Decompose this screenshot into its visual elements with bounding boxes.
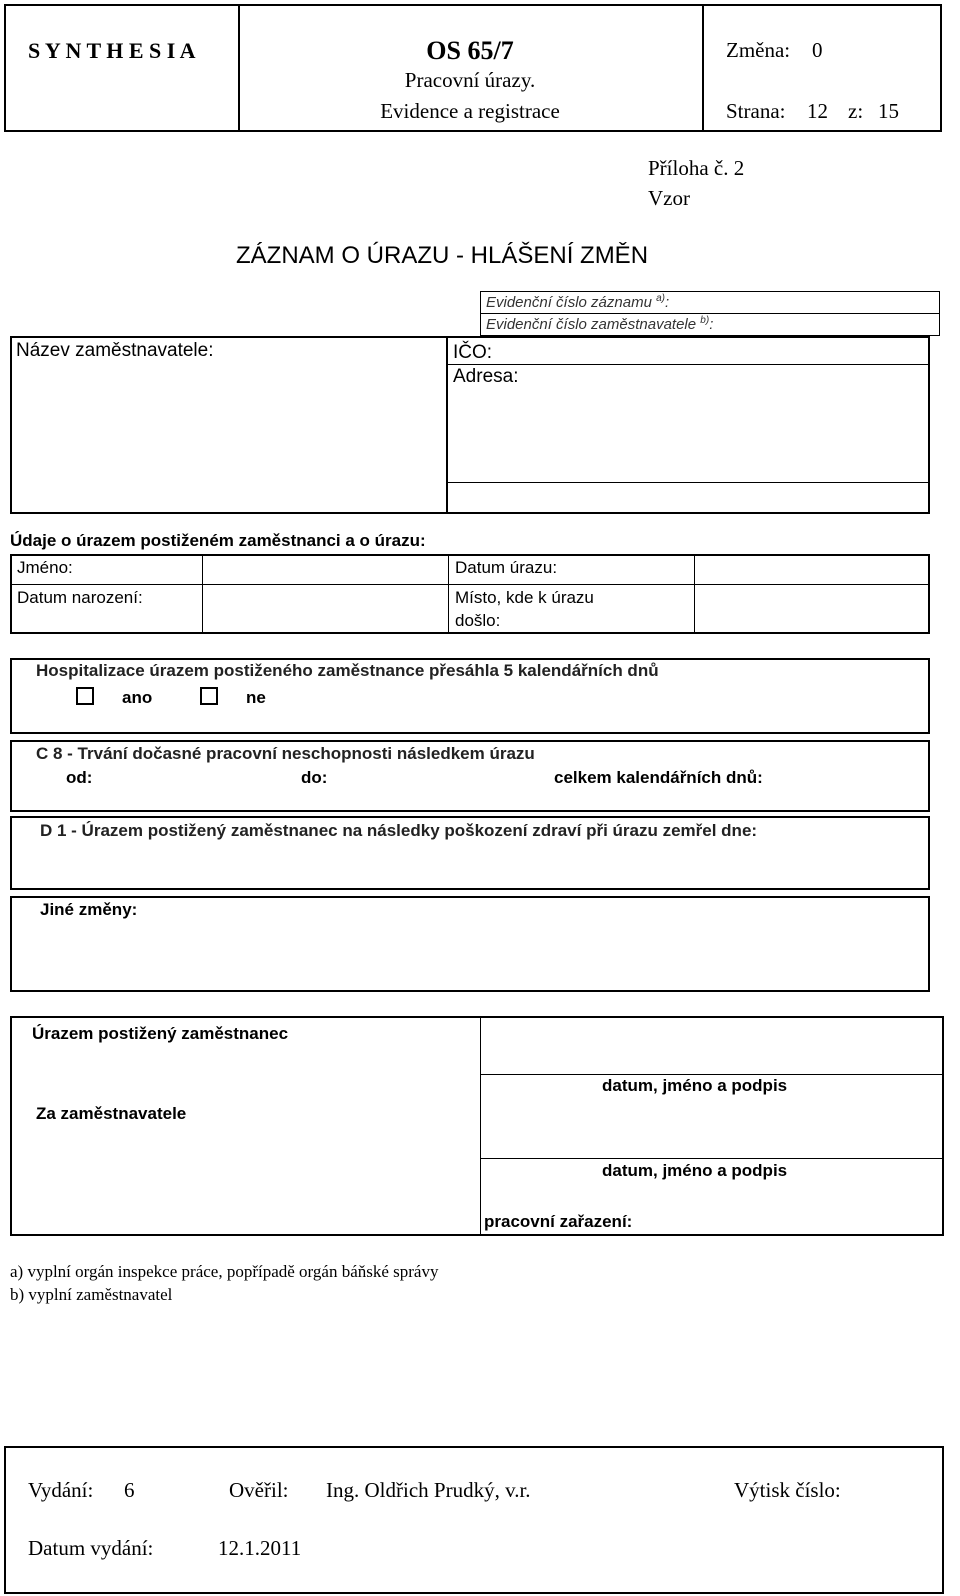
hospitalization-label: Hospitalizace úrazem postiženého zaměstnance přesáhla 5 kalendářních dnů <box>36 661 659 680</box>
issue-date-value: 12.1.2011 <box>218 1536 302 1560</box>
hospitalization-no-checkbox[interactable] <box>200 687 218 705</box>
evid-record-sup: a) <box>656 293 665 304</box>
c8-from-field[interactable] <box>100 766 290 788</box>
signature-divider <box>480 1016 481 1236</box>
note-b: b) vyplní zaměstnavatel <box>10 1285 173 1304</box>
other-changes-field[interactable] <box>40 926 920 986</box>
injured-col-divider-1 <box>202 554 203 634</box>
sig-employer-field[interactable] <box>484 1100 940 1154</box>
company-name: S Y N T H E S I A <box>28 38 196 63</box>
injury-date-label: Datum úrazu: <box>455 558 558 577</box>
verified-label: Ověřil: <box>229 1478 289 1502</box>
header-company-cell <box>4 4 240 132</box>
address-bottom-line <box>446 482 930 483</box>
page-total: 15 <box>878 99 899 123</box>
sig-date-name-1: datum, jméno a podpis <box>602 1076 788 1095</box>
evid-employer-colon: : <box>709 316 714 333</box>
footer-box <box>4 1446 944 1594</box>
page-of-label: z: <box>848 99 864 123</box>
evid-record-text: Evidenční číslo záznamu <box>486 294 652 311</box>
signature-line-1 <box>480 1074 944 1075</box>
injured-col-divider-3 <box>694 554 695 634</box>
address-label: Adresa: <box>453 366 519 387</box>
employer-divider <box>446 336 448 514</box>
note-a: a) vyplní orgán inspekce práce, popřípadě orgán báňské správy <box>10 1262 439 1281</box>
c8-total-field[interactable] <box>806 766 926 788</box>
hospitalization-yes-checkbox[interactable] <box>76 687 94 705</box>
employer-name-label: Název zaměstnavatele: <box>16 340 214 361</box>
name-field[interactable] <box>206 557 444 581</box>
ico-label: IČO: <box>453 342 493 363</box>
sig-date-name-2: datum, jméno a podpis <box>602 1161 788 1180</box>
evid-employer-sup: b) <box>700 315 710 326</box>
c8-to-label: do: <box>301 768 328 787</box>
change-label: Změna: <box>726 38 791 62</box>
c8-label: C 8 - Trvání dočasné pracovní neschopnosti následkem úrazu <box>36 744 535 763</box>
injury-date-field[interactable] <box>698 557 926 581</box>
hospitalization-no-label: ne <box>246 688 266 707</box>
employer-name-field[interactable] <box>14 366 442 510</box>
injury-place-label-2: došlo: <box>455 611 501 630</box>
copy-label: Výtisk číslo: <box>734 1478 841 1502</box>
sig-employee-label: Úrazem postižený zaměstnanec <box>32 1024 289 1043</box>
ico-field[interactable] <box>520 338 920 362</box>
attachment-sub: Vzor <box>648 186 690 210</box>
issue-date-label: Datum vydání: <box>28 1536 154 1560</box>
job-position-label: pracovní zařazení: <box>484 1212 633 1231</box>
issue-value: 6 <box>124 1478 135 1502</box>
page-label: Strana: <box>726 99 786 123</box>
c8-total-label: celkem kalendářních dnů: <box>554 768 763 787</box>
document-title-line-2: Evidence a registrace <box>380 99 560 123</box>
signature-line-2 <box>480 1158 944 1159</box>
hospitalization-yes-label: ano <box>122 688 153 707</box>
birth-date-label: Datum narození: <box>17 588 143 607</box>
ico-divider <box>446 364 930 365</box>
evid-employer-label <box>486 315 713 333</box>
section-injured-title: Údaje o úrazem postiženém zaměstnanci a o úrazu: <box>10 531 426 550</box>
injured-col-divider-2 <box>448 554 449 634</box>
d1-date-field[interactable] <box>40 846 920 886</box>
page-value: 12 <box>807 99 828 123</box>
other-changes-label: Jiné změny: <box>40 900 138 919</box>
form-title: ZÁZNAM O ÚRAZU - HLÁŠENÍ ZMĚN <box>236 242 649 269</box>
injury-place-field[interactable] <box>698 587 926 631</box>
document-title-line-1: Pracovní úrazy. <box>404 68 536 92</box>
birth-date-field[interactable] <box>206 587 444 631</box>
document-code: OS 65/7 <box>426 36 514 65</box>
address-field[interactable] <box>450 392 926 478</box>
change-value: 0 <box>812 38 823 62</box>
injured-row-divider <box>10 584 930 585</box>
evid-record-colon: : <box>665 294 670 311</box>
verified-value: Ing. Oldřich Prudký, v.r. <box>326 1478 531 1502</box>
issue-label: Vydání: <box>28 1478 94 1502</box>
d1-label: D 1 - Úrazem postižený zaměstnanec na následky poškození zdraví při úrazu zemřel dne: <box>40 821 758 840</box>
evid-employer-text: Evidenční číslo zaměstnavatele <box>486 316 697 333</box>
attachment-label: Příloha č. 2 <box>648 156 745 180</box>
sig-employer-label: Za zaměstnavatele <box>36 1104 187 1123</box>
evid-record-label <box>486 293 669 311</box>
name-label: Jméno: <box>17 558 73 577</box>
c8-to-field[interactable] <box>340 766 540 788</box>
injury-place-label-1: Místo, kde k úrazu <box>455 588 594 607</box>
c8-from-label: od: <box>66 768 93 787</box>
sig-employee-field[interactable] <box>484 1020 940 1070</box>
